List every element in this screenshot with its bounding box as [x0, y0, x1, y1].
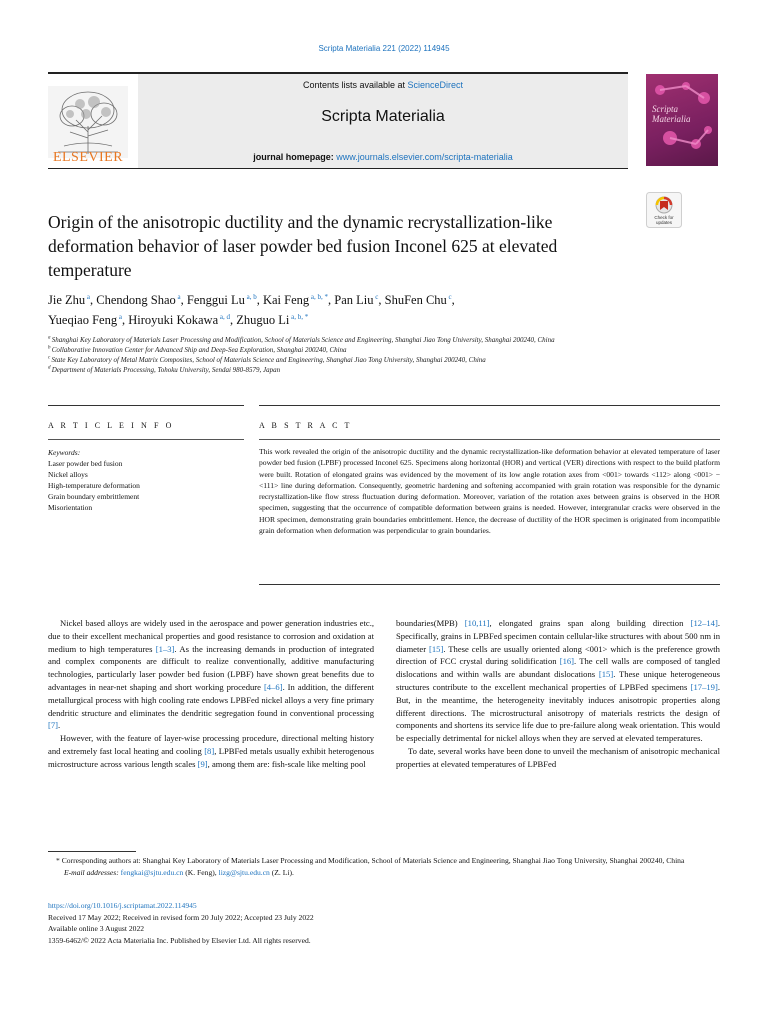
author-name[interactable]: Yueqiao Feng	[48, 313, 118, 327]
citation-link[interactable]: [10,11]	[464, 618, 490, 628]
affiliation-item	[48, 355, 628, 365]
author-affiliation-marker[interactable]: c	[373, 292, 379, 301]
affiliation-marker: b	[48, 345, 52, 351]
author-affiliation-marker[interactable]: a	[117, 312, 122, 321]
citation-link[interactable]: [9]	[197, 758, 208, 769]
journal-title: Scripta Materialia	[321, 108, 445, 125]
homepage-prefix: journal homepage:	[253, 152, 337, 162]
citation-link[interactable]: [16]	[559, 656, 575, 667]
footnote-rule	[48, 851, 136, 852]
body-text: . These cells are usually oriented along <001> which is the preference growth direction of FCC crystal during solidification	[396, 643, 720, 667]
author-name[interactable]: Hiroyuki Kokawa	[128, 313, 219, 327]
corresponding-author-footnote	[48, 855, 720, 878]
author-affiliation-marker[interactable]: a	[175, 292, 181, 301]
available-online: Available online 3 August 2022	[48, 924, 145, 933]
body-text: To date, several works have been done to unveil the mechanism of anisotropic mechanical properties at elevated temperatures of LPBFed	[396, 745, 720, 769]
sciencedirect-link[interactable]: ScienceDirect	[407, 80, 464, 90]
body-paragraph	[48, 617, 374, 732]
affiliation-list	[48, 335, 628, 375]
body-text: . As the increasing demands in production of integrated and complex components are difficult to realize conventionally, additive manufacturing technologies, particularly laser powder bed fusion (LPBF) have shown great benefits due to advantages in near-net shaping and short working procedure	[48, 643, 374, 692]
citation-link[interactable]: [17–19]	[690, 681, 718, 692]
keyword-item: Nickel alloys	[48, 470, 88, 479]
author-affiliation-marker[interactable]: a	[85, 292, 91, 301]
corresponding-author-note: * Corresponding authors at: Shanghai Key Laboratory of Materials Laser Processing and Modification, School of Materials Science and Engineering, Shanghai Jiao Tong University, Shanghai 200240, China	[56, 856, 685, 865]
keyword-item: Laser powder bed fusion	[48, 459, 123, 468]
article-info-heading: A R T I C L E I N F O	[48, 421, 175, 430]
body-text: . In addition, the different metallurgical process with high cooling rate endows LPBFed nickel alloys a very fine primary dendritic structure and eliminates the dendritic segregation found in conventional processing	[48, 681, 374, 718]
author-name[interactable]: Kai Feng	[262, 293, 310, 307]
citation-link[interactable]: [12–14]	[690, 618, 718, 628]
body-column-left	[48, 617, 374, 771]
cover-title: Scripta Materialia	[652, 104, 691, 124]
email-owner-li: (Z. Li).	[269, 867, 294, 877]
body-text: However, with the feature of layer-wise processing procedure, directional melting history and extremely fast local heating and cooling	[48, 733, 374, 756]
affiliation-item	[48, 365, 628, 375]
author-list: Jie Zhu $^a$, Chendong Shao $^a$, Fenggui Lu $^{a, b}$, Kai Feng $^{a, b, *}$, Pan Liu $^c$, ShuFen Chu $^c$, Yueqiao Feng $^a$, Hiroyuki Kokawa $^{a, d}$, Zhuguo Li $^{a, b, *}$	[48, 292, 455, 327]
email-label: E-mail addresses:	[64, 867, 121, 877]
contents-line	[138, 80, 628, 90]
author-affiliation-marker[interactable]: a, b	[244, 292, 257, 301]
abstract-rule-top	[259, 405, 720, 406]
body-text: , among them are: fish-scale like melting pool	[207, 758, 366, 769]
email-link-feng[interactable]: fengkai@sjtu.edu.cn	[120, 867, 184, 877]
svg-text:Check for: Check for	[654, 215, 674, 220]
affiliation-text: Collaborative Innovation Center for Advanced Ship and Deep-Sea Exploration, Shanghai 200240, China	[51, 346, 347, 354]
affiliation-marker: c	[48, 355, 52, 361]
received-dates: Received 17 May 2022; Received in revised form 20 July 2022; Accepted 23 July 2022	[48, 912, 314, 922]
body-paragraph	[48, 732, 374, 770]
body-paragraph	[396, 745, 720, 771]
check-for-updates-icon	[646, 192, 682, 228]
body-paragraph	[396, 617, 720, 745]
body-text: . Specifically, grains in LPBFed specimen contain cellular-like structures with about 500 nm in diameter	[396, 618, 720, 654]
article-meta	[48, 900, 720, 946]
citation-link[interactable]: [4–6]	[263, 681, 283, 692]
author-affiliation-marker[interactable]: a, d	[218, 312, 230, 321]
body-text: Nickel based alloys are widely used in the aerospace and power generation industries etc., due to their excellent mechanical properties and good resistance to corrosion and oxidation at medium to high temperatures	[48, 618, 374, 654]
body-text: , elongated grains span along building direction	[489, 618, 691, 628]
author-name[interactable]: Chendong Shao	[96, 293, 176, 307]
abstract-heading: A B S T R A C T	[259, 421, 353, 430]
body-text: boundaries(MPB)	[396, 618, 465, 628]
abstract-heading-rule	[259, 439, 720, 440]
homepage-line	[138, 152, 628, 162]
affiliation-item	[48, 345, 628, 355]
keywords-rule	[48, 439, 244, 440]
svg-text:updates: updates	[655, 220, 673, 225]
author-name[interactable]: ShuFen Chu	[384, 293, 447, 307]
body-text: , LPBFed metals usually exhibit heterogenous microstructure across various length scales	[48, 745, 374, 769]
keywords-label: Keywords:	[48, 448, 81, 457]
journal-cover-image	[646, 74, 718, 166]
article-info-rule	[48, 405, 244, 406]
article-title: Origin of the anisotropic ductility and the dynamic recrystallization-like deformation behavior of laser powder bed fusion Inconel 625 at elevated temperature	[48, 212, 558, 280]
body-text: . These unique heterogeneous structures contribute to the excellent mechanical properties of LPBFed specimens	[396, 669, 720, 692]
body-text: .	[58, 720, 61, 731]
email-line	[48, 867, 720, 879]
abstract-text: This work revealed the origin of the anisotropic ductility and the dynamic recrystallization-like deformation behavior at elevated temperature of laser powder bed fusion (LPBF) processed Inconel 625. Specimens along horizontal (HOR) and vertical (VER) directions with respect to the build platform were built. Rotation of elongated grains was evidenced by the movement of its low angle rotation axes from <001> towards <112> along <001> − <111> line during deformation. Consequently, geometric hardening and softening accompanied with grain rotation was responsible for the dynamic recrystallization-like flow stress fluctuation during deformation. Moreover, variation of the rotation axes between grains is observed in the HOR specimen, suggesting that the occurrence of compatible deformation between grains is needed. However, intergranular cracks were observed in the HOR specimen, demonstrating grain boundaries embrittlement. Hence, the decrease of ductility of the HOR specimen is originated from incompatible grain deformation when deformation was perpendicular to grain boundaries.	[259, 447, 720, 536]
citation-link[interactable]: [8]	[204, 745, 215, 756]
citation-link[interactable]: [7]	[48, 720, 59, 731]
journal-header	[138, 74, 628, 168]
abstract-bottom-rule	[259, 584, 720, 585]
copyright-line: 1359-6462/© 2022 Acta Materialia Inc. Published by Elsevier Ltd. All rights reserved.	[48, 935, 311, 945]
body-text: . But, in the meantime, the heterogeneity inevitably induces anisotropic properties along different directions. The microstructural anisotropy of materials restricts the design of components and shortens its service life due to pre-failure along weak orientation. This would be especially detrimental for nickel alloys when they are served at elevated temperatures.	[396, 681, 720, 744]
author-affiliation-marker[interactable]: a, b, *	[289, 312, 309, 321]
publisher-name: ELSEVIER	[52, 150, 124, 165]
contents-prefix: Contents lists available at	[302, 80, 408, 90]
affiliation-text: State Key Laboratory of Metal Matrix Composites, School of Materials Science and Engineering, Shanghai Jiao Tong University, Shanghai 200240, China	[51, 356, 486, 364]
body-text: . The cell walls are composed of tangled dislocations and within walls are abundant dislocations	[396, 656, 720, 680]
email-owner-feng: (K. Feng),	[183, 867, 219, 877]
keywords-block	[48, 447, 244, 513]
keyword-item: High-temperature deformation	[48, 481, 140, 490]
author-name[interactable]: Fenggui Lu	[186, 293, 245, 307]
affiliation-marker: a	[48, 335, 52, 341]
affiliation-text: Department of Materials Processing, Tohoku University, Sendai 980-8579, Japan	[51, 366, 281, 374]
affiliation-item	[48, 335, 628, 345]
journal-citation[interactable]: Scripta Materialia 221 (2022) 114945	[318, 44, 450, 53]
author-affiliation-marker[interactable]: a, b, *	[309, 292, 329, 301]
author-name[interactable]: Jie Zhu	[48, 293, 86, 307]
author-name[interactable]: Zhuguo Li	[236, 313, 290, 327]
affiliation-text: Shanghai Key Laboratory of Materials Laser Processing and Modification, School of Materials Science and Engineering, Shanghai Jiao Tong University, Shanghai 200240, China	[51, 336, 555, 344]
affiliation-marker: d	[48, 365, 52, 371]
journal-homepage-link[interactable]: www.journals.elsevier.com/scripta-materialia	[336, 152, 513, 162]
email-link-li[interactable]: lizg@sjtu.edu.cn	[218, 867, 270, 877]
citation-link[interactable]: [15]	[598, 669, 614, 680]
keyword-item: Grain boundary embrittlement	[48, 492, 140, 501]
author-name[interactable]: Pan Liu	[334, 293, 374, 307]
check-for-updates-badge[interactable]	[646, 192, 682, 228]
keyword-item: Misorientation	[48, 503, 93, 512]
citation-link[interactable]: [15]	[429, 643, 444, 654]
doi-link[interactable]: https://doi.org/10.1016/j.scriptamat.2022.114945	[48, 901, 197, 910]
body-column-right	[396, 617, 720, 771]
citation-link[interactable]: [1–3]	[155, 643, 175, 654]
author-affiliation-marker[interactable]: c	[446, 292, 452, 301]
masthead-bottom-rule	[48, 168, 628, 169]
